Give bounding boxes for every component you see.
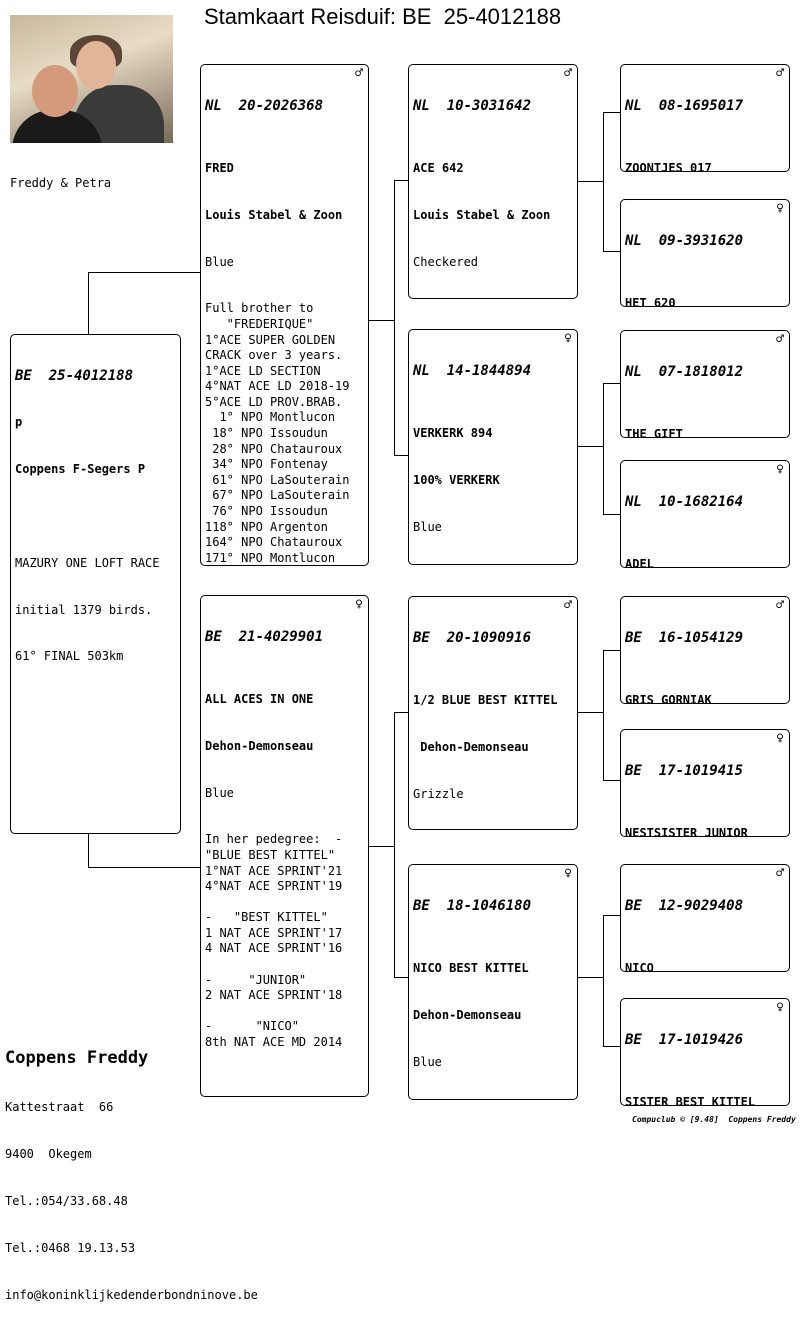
sire-dam-name: VERKERK 894 — [413, 425, 493, 440]
dam-dam-breeder: Dehon-Demonseau — [413, 1007, 522, 1022]
female-symbol-icon: ♀ — [776, 201, 784, 216]
sire-card[interactable] — [200, 64, 369, 566]
note-line: 4°NAT ACE SPRINT'19 — [205, 879, 343, 894]
dds-card[interactable] — [620, 864, 790, 972]
sire-name: FRED — [205, 160, 234, 175]
dam-color: Blue — [205, 785, 234, 800]
dam-breeder: Dehon-Demonseau — [205, 738, 314, 753]
connector-line — [578, 977, 603, 978]
connector-line — [603, 650, 604, 781]
sss-ring-number: NL 08-1695017 — [625, 98, 744, 115]
connector-line — [603, 514, 620, 515]
note-line: 67° NPO LaSouterain — [205, 488, 350, 503]
connector-line — [394, 180, 408, 181]
sdd-card[interactable] — [620, 460, 790, 568]
photo-caption: Freddy & Petra — [10, 176, 112, 190]
dss-card[interactable] — [620, 596, 790, 704]
connector-line — [603, 112, 604, 252]
dsd-name: NESTSISTER JUNIOR — [625, 825, 748, 837]
note-line: 2 NAT ACE SPRINT'18 — [205, 988, 343, 1003]
connector-line — [88, 867, 200, 868]
connector-line — [394, 712, 408, 713]
note-line: 5°ACE LD PROV.BRAB. — [205, 394, 343, 409]
connector-line — [603, 383, 604, 515]
note-line: 171° NPO Montlucon — [205, 550, 336, 565]
dam-name: ALL ACES IN ONE — [205, 691, 314, 706]
dam-dam-name: NICO BEST KITTEL — [413, 960, 529, 975]
note-line — [205, 957, 364, 973]
dam-sire-breeder: Dehon-Demonseau — [413, 739, 529, 754]
sire-breeder: Louis Stabel & Zoon — [205, 207, 343, 222]
note-line: 164° NPO Chatauroux — [205, 535, 343, 550]
connector-line — [88, 834, 89, 868]
sire-sire-breeder: Louis Stabel & Zoon — [413, 207, 551, 222]
connector-line — [88, 272, 200, 273]
connector-line — [603, 780, 620, 781]
dam-sire-name: 1/2 BLUE BEST KITTEL — [413, 692, 558, 707]
connector-line — [88, 272, 89, 334]
male-symbol-icon: ♂ — [776, 598, 784, 613]
dds-name: NICO — [625, 960, 654, 972]
note-line: 4 NAT ACE SPRINT'16 — [205, 941, 343, 956]
subject-ring-number: BE 25-4012188 — [15, 368, 134, 385]
dsd-card[interactable] — [620, 729, 790, 837]
connector-line — [603, 112, 620, 113]
sire-ring-number: NL 20-2026368 — [205, 98, 324, 115]
footer-credit: Compuclub © [9.48] Coppens Freddy — [632, 1115, 796, 1124]
dsd-ring-number: BE 17-1019415 — [625, 763, 744, 780]
connector-line — [578, 181, 603, 182]
subject-note: initial 1379 birds. — [15, 602, 153, 617]
dam-dam-ring-number: BE 18-1046180 — [413, 898, 532, 915]
dam-sire-ring-number: BE 20-1090916 — [413, 630, 532, 647]
ddd-card[interactable] — [620, 998, 790, 1106]
owner-address-street: Kattestraat 66 — [5, 1100, 114, 1115]
sire-color: Blue — [205, 254, 234, 269]
note-line: 1° NPO Montlucon — [205, 410, 336, 425]
owner-name: Coppens Freddy — [5, 1048, 149, 1069]
sire-dam-card[interactable] — [408, 329, 578, 565]
owner-email[interactable]: info@koninklijkedenderbondninove.be — [5, 1287, 258, 1302]
connector-line — [394, 712, 395, 978]
owner-phone: Tel.:054/33.68.48 — [5, 1193, 128, 1208]
connector-line — [394, 455, 408, 456]
connector-line — [578, 712, 603, 713]
dds-ring-number: BE 12-9029408 — [625, 898, 744, 915]
connector-line — [603, 915, 620, 916]
connector-line — [603, 1046, 620, 1047]
male-symbol-icon: ♂ — [776, 66, 784, 81]
ssd-name: HET 620 — [625, 295, 676, 307]
ssd-ring-number: NL 09-3931620 — [625, 233, 744, 250]
note-line: Full brother to — [205, 301, 314, 316]
sire-sire-color: Checkered — [413, 254, 479, 269]
note-line: 18° NPO Issoudun — [205, 426, 328, 441]
subject-sex: p — [15, 415, 23, 430]
dam-sire-color: Grizzle — [413, 786, 464, 801]
connector-line — [369, 846, 394, 847]
female-symbol-icon: ♀ — [564, 331, 572, 346]
connector-line — [603, 383, 620, 384]
note-line: "BLUE BEST KITTEL" — [205, 847, 336, 862]
male-symbol-icon: ♂ — [776, 866, 784, 881]
subject-note: 61° FINAL 503km — [15, 649, 124, 664]
dss-ring-number: BE 16-1054129 — [625, 630, 744, 647]
ddd-ring-number: BE 17-1019426 — [625, 1032, 744, 1049]
note-line: 1 NAT ACE SPRINT'17 — [205, 925, 343, 940]
sire-sire-ring-number: NL 10-3031642 — [413, 98, 532, 115]
connector-line — [603, 915, 604, 1047]
ssd-card[interactable] — [620, 199, 790, 307]
connector-line — [603, 251, 620, 252]
note-line: 34° NPO Fontenay — [205, 457, 328, 472]
note-line: 1°ACE SUPER GOLDEN — [205, 332, 336, 347]
dam-ring-number: BE 21-4029901 — [205, 629, 324, 646]
sss-card[interactable] — [620, 64, 790, 172]
sire-dam-ring-number: NL 14-1844894 — [413, 363, 532, 380]
sire-dam-color: Blue — [413, 519, 442, 534]
note-line: - "BEST KITTEL" — [205, 910, 328, 925]
dam-dam-color: Blue — [413, 1054, 442, 1069]
note-line: - "NICO" — [205, 1019, 299, 1034]
note-line: 61° NPO LaSouterain — [205, 472, 350, 487]
connector-line — [394, 180, 395, 456]
male-symbol-icon: ♂ — [564, 598, 572, 613]
female-symbol-icon: ♀ — [355, 597, 363, 612]
sss-name: ZOONTJES 017 — [625, 160, 712, 172]
sire-notes — [205, 301, 364, 566]
male-symbol-icon: ♂ — [564, 66, 572, 81]
connector-line — [369, 320, 394, 321]
female-symbol-icon: ♀ — [776, 462, 784, 477]
connector-line — [603, 650, 620, 651]
female-symbol-icon: ♀ — [776, 1000, 784, 1015]
sds-name: THE GIFT — [625, 426, 683, 438]
owner-address-city: 9400 Okegem — [5, 1147, 92, 1162]
subject-note: MAZURY ONE LOFT RACE — [15, 555, 160, 570]
owner-mobile: Tel.:0468 19.13.53 — [5, 1240, 136, 1255]
note-line — [205, 895, 364, 911]
dss-name: GRIS GORNIAK — [625, 692, 712, 704]
sire-sire-card[interactable] — [408, 64, 578, 299]
note-line: 1°ACE LD SECTION — [205, 363, 321, 378]
sdd-ring-number: NL 10-1682164 — [625, 494, 744, 511]
connector-line — [578, 446, 603, 447]
note-line: 8th NAT ACE MD 2014 — [205, 1035, 343, 1050]
male-symbol-icon: ♂ — [776, 332, 784, 347]
connector-line — [394, 977, 408, 978]
subject-pigeon-card[interactable] — [10, 334, 181, 834]
note-line: CRACK over 3 years. — [205, 348, 343, 363]
dam-dam-card[interactable] — [408, 864, 578, 1100]
male-symbol-icon: ♂ — [355, 66, 363, 81]
ddd-name: SISTER BEST KITTEL — [625, 1094, 756, 1106]
subject-owner: Coppens F-Segers P — [15, 462, 146, 477]
note-line: - "JUNIOR" — [205, 972, 307, 987]
sdd-name: ADEL — [625, 556, 654, 568]
note-line: 4°NAT ACE LD 2018-19 — [205, 379, 350, 394]
note-line: In her pedegree: - — [205, 832, 343, 847]
note-line: 1°NAT ACE SPRINT'21 — [205, 863, 343, 878]
note-line: 76° NPO Issoudun — [205, 504, 328, 519]
owner-photo — [10, 15, 173, 143]
note-line: "FREDERIQUE" — [205, 316, 314, 331]
dam-sire-card[interactable] — [408, 596, 578, 830]
sds-card[interactable] — [620, 330, 790, 438]
owner-contact — [5, 1016, 258, 1319]
female-symbol-icon: ♀ — [564, 866, 572, 881]
sire-dam-breeder: 100% VERKERK — [413, 472, 500, 487]
female-symbol-icon: ♀ — [776, 731, 784, 746]
page-title: Stamkaart Reisduif: BE 25-4012188 — [204, 4, 562, 29]
note-line: 118° NPO Argenton — [205, 519, 328, 534]
sds-ring-number: NL 07-1818012 — [625, 364, 744, 381]
sire-sire-name: ACE 642 — [413, 160, 464, 175]
note-line: 28° NPO Chatauroux — [205, 441, 343, 456]
